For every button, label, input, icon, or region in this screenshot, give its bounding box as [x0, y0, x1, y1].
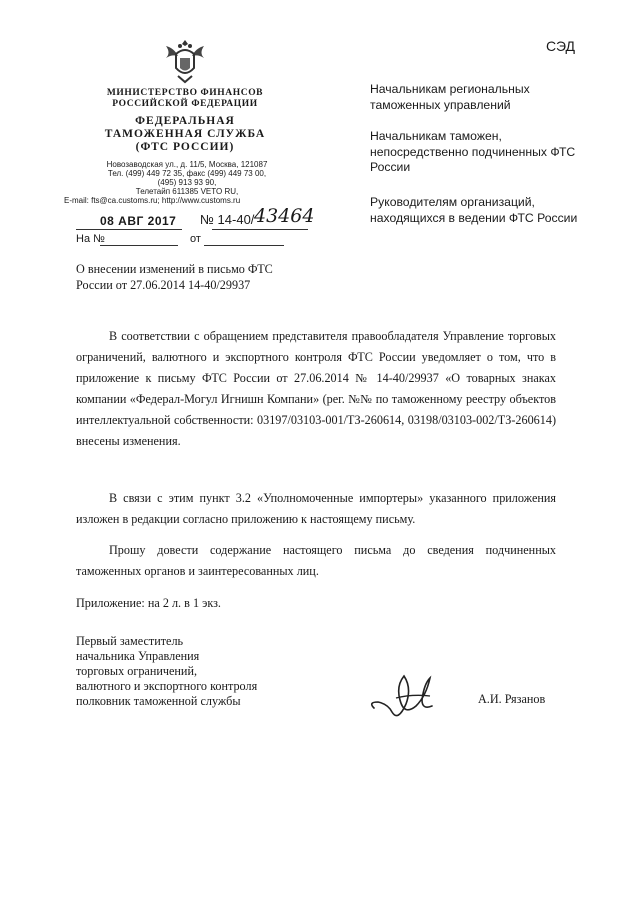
- addressee-regional: Начальникам региональных таможенных управлений: [370, 82, 530, 112]
- phone-line-2: (495) 913 93 90,: [157, 178, 217, 187]
- ref-date-underline: [204, 245, 284, 246]
- addressee-organizations: Руководителям организаций, находящихся в ведении ФТС России: [370, 195, 578, 225]
- service-line-2: ТАМОЖЕННАЯ СЛУЖБА: [104, 128, 266, 140]
- ministry-line-1: МИНИСТЕРСТВО ФИНАНСОВ: [106, 88, 264, 98]
- service-line-1: ФЕДЕРАЛЬНАЯ: [135, 115, 235, 127]
- signer-name: А.И. Рязанов: [478, 692, 546, 706]
- body-paragraph-3: Прошу довести содержание настоящего письма до сведения подчиненных таможенных органов и заинтересованных лиц.: [76, 543, 556, 578]
- service-line-3: (ФТС РОССИИ): [135, 141, 235, 153]
- ref-number-label: На №: [76, 233, 105, 245]
- body-paragraph-2: В связи с этим пункт 3.2 «Уполномоченные импортеры» указанного приложения изложен в редакции согласно приложению к настоящему письму.: [76, 491, 556, 526]
- ref-number-underline: [100, 245, 178, 246]
- phone-line: Тел. (499) 449 72 35, факс (499) 449 73 00,: [107, 169, 267, 178]
- teletype-line: Телетайп 611385 VETO RU,: [135, 187, 239, 196]
- addressee-customs: Начальникам таможен, непосредственно подчиненных ФТС России: [370, 129, 576, 174]
- signer-line-2: начальника Управления: [76, 649, 200, 663]
- ref-date-label: от: [190, 233, 201, 245]
- signer-line-4: валютного и экспортного контроля: [76, 679, 258, 693]
- sed-mark: СЭД: [546, 38, 576, 54]
- letter-subject: О внесении изменений в письмо ФТС России от 27.06.2014 14-40/29937: [76, 262, 273, 292]
- number-underline: [212, 229, 308, 230]
- signer-line-5: полковник таможенной службы: [76, 694, 241, 708]
- signer-line-1: Первый заместитель: [76, 634, 184, 648]
- email-line: E-mail: fts@ca.customs.ru; http://www.customs.ru: [64, 196, 241, 205]
- date-underline: [76, 229, 182, 230]
- signer-line-3: торговых ограничений,: [76, 664, 198, 678]
- attachment-note: Приложение: на 2 л. в 1 экз.: [76, 596, 221, 610]
- body-paragraph-1: В соответствии с обращением представителя правообладателя Управление торговых ограничений, валютного и экспортного контроля ФТС России уведомляет о том, что в приложение к письму ФТС России от 27.06.2014 № 14-40/29937 «О товарных знаках компании «Федерал-Могул Игнишн Компани» (рег. №№ по таможенному реестру объектов интеллектуальной собственности: 03197/03103-001/ТЗ-260614, 03198/03103-002/ТЗ-260614) внесены изменения.: [76, 329, 556, 448]
- service-name: [70, 115, 300, 154]
- contact-details: [62, 160, 312, 205]
- ministry-name: [70, 88, 300, 110]
- registration-date: 08 АВГ 2017: [100, 214, 177, 228]
- address-line: Новозаводская ул., д. 11/5, Москва, 121087: [106, 160, 268, 169]
- registration-number-handwritten: 43464: [254, 205, 315, 227]
- signer-position: [76, 634, 326, 709]
- russian-coat-of-arms-icon: [160, 36, 210, 84]
- registration-number-prefix: № 14-40/: [200, 212, 255, 227]
- handwritten-signature-icon: [368, 668, 448, 724]
- ministry-line-2: РОССИЙСКОЙ ФЕДЕРАЦИИ: [112, 99, 258, 109]
